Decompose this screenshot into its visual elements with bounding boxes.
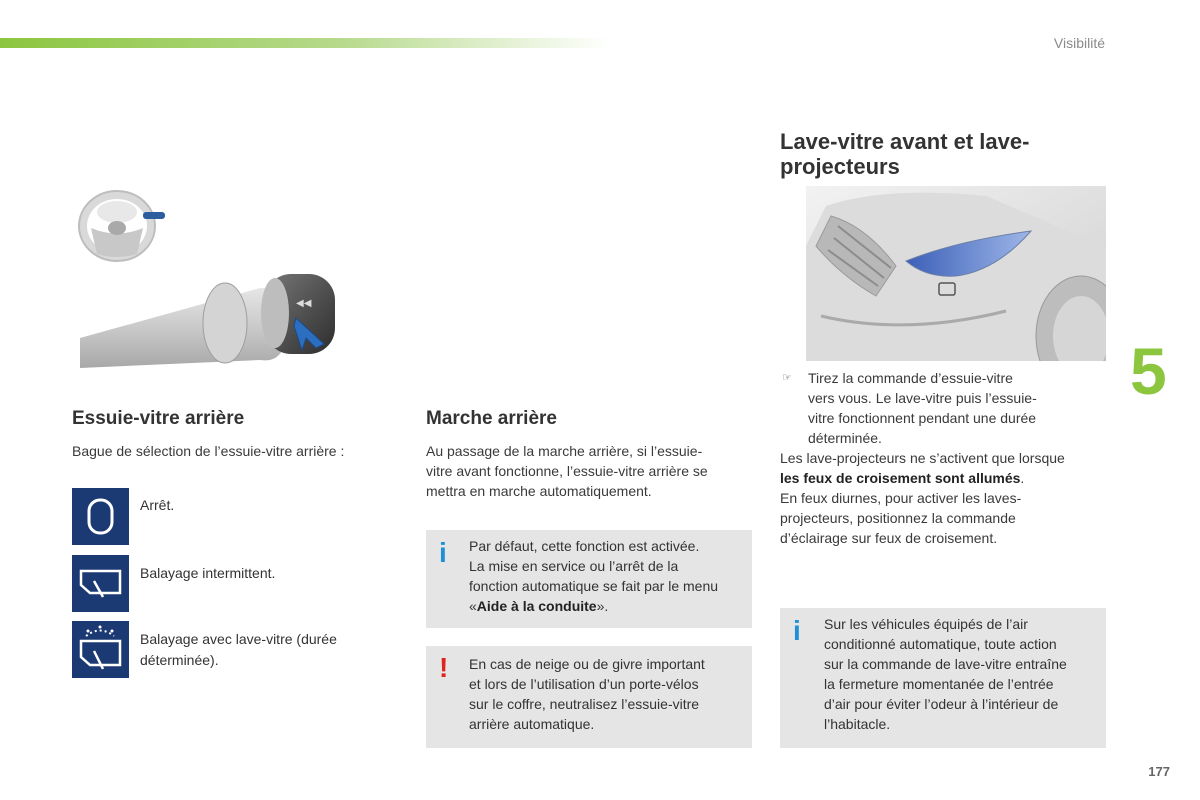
info-quote-close: ». [596, 598, 609, 614]
intermittent-wipe-icon [72, 555, 129, 612]
rear-wiper-heading: Essuie-vitre arrière [72, 408, 245, 429]
info-note-air-conditioning [780, 608, 1106, 748]
warning-note [426, 646, 752, 748]
info-quote-open: « [469, 598, 477, 614]
reverse-body [426, 441, 708, 501]
wiper-stalk-illustration [80, 268, 370, 378]
sentence-end: . [1020, 470, 1025, 486]
info-line: La mise en service ou l’arrêt de la [469, 558, 679, 574]
svg-text:◀◀: ◀◀ [296, 298, 312, 309]
page-number: 177 [1148, 764, 1170, 779]
reverse-body-line: vitre avant fonctionne, l’essuie-vitre arrière se [426, 463, 708, 479]
info-icon: i [439, 537, 447, 568]
headlamp-washer-line: d’éclairage sur feux de croisement. [780, 530, 998, 546]
warning-line: sur le coffre, neutralisez l’essuie-vitre [469, 696, 700, 712]
wash-wipe-icon [72, 621, 129, 678]
washer-heading [780, 129, 1029, 179]
off-label: Arrêt. [140, 497, 175, 513]
reverse-heading: Marche arrière [426, 408, 557, 429]
pull-stalk-bullet-icon: ☞ [782, 372, 792, 384]
warning-line: En cas de neige ou de givre important [469, 656, 705, 672]
info-line: l’habitacle. [824, 716, 891, 732]
headlamp-washer-line [780, 468, 1065, 488]
washer-instruction [808, 368, 1037, 448]
car-headlight-illustration [806, 186, 1106, 361]
info-line: conditionné automatique, toute action [824, 636, 1057, 652]
chapter-number: 5 [1130, 334, 1167, 408]
warning-line: et lors de l’utilisation d’un porte-vélos [469, 676, 699, 692]
info-note-default [426, 530, 752, 628]
washer-instruction-line: Tirez la commande d’essuie-vitre [808, 370, 1013, 386]
section-title: Visibilité [1053, 35, 1105, 51]
steering-wheel-illustration [75, 184, 170, 264]
headlamp-washer-text [780, 448, 1065, 548]
info-line: Par défaut, cette fonction est activée. [469, 538, 700, 554]
info-note-text [469, 536, 718, 616]
intermittent-label: Balayage intermittent. [140, 565, 276, 581]
washer-heading-line-2: projecteurs [780, 154, 900, 179]
info-icon: i [793, 615, 801, 646]
rear-wiper-intro: Bague de sélection de l’essuie-vitre arrière : [72, 443, 345, 459]
info-line: fonction automatique se fait par le menu [469, 578, 719, 594]
reverse-body-line: Au passage de la marche arrière, si l’essuie- [426, 443, 703, 459]
warning-line: arrière automatique. [469, 716, 595, 732]
warning-note-text [469, 654, 705, 734]
info-note-text [824, 614, 1067, 734]
wash-wipe-label-line-2: déterminée). [140, 652, 219, 668]
washer-instruction-line: vitre fonctionnent pendant une durée [808, 410, 1037, 426]
header-accent-bar [0, 38, 610, 48]
washer-instruction-line: déterminée. [808, 430, 882, 446]
headlamp-washer-line: projecteurs, positionnez la commande [780, 510, 1016, 526]
info-menu-name: Aide à la conduite [476, 598, 597, 614]
info-line: la fermeture momentanée de l’entrée [824, 676, 1054, 692]
wash-wipe-label-line-1: Balayage avec lave-vitre (durée [140, 631, 337, 647]
washer-instruction-line: vers vous. Le lave-vitre puis l’essuie- [808, 390, 1037, 406]
wash-wipe-label [140, 629, 337, 671]
info-line: Sur les véhicules équipés de l’air [824, 616, 1028, 632]
reverse-body-line: mettra en marche automatiquement. [426, 483, 652, 499]
info-line: d’air pour éviter l’odeur à l’intérieur de [824, 696, 1059, 712]
washer-heading-line-1: Lave-vitre avant et lave- [780, 129, 1030, 154]
warning-icon: ! [439, 652, 449, 683]
dipped-beam-emphasis: les feux de croisement sont allumés [780, 470, 1021, 486]
off-ring-icon [72, 488, 129, 545]
headlamp-washer-line: Les lave-projecteurs ne s’activent que lorsque [780, 450, 1065, 466]
info-line: sur la commande de lave-vitre entraîne [824, 656, 1067, 672]
headlamp-washer-line: En feux diurnes, pour activer les laves- [780, 490, 1022, 506]
